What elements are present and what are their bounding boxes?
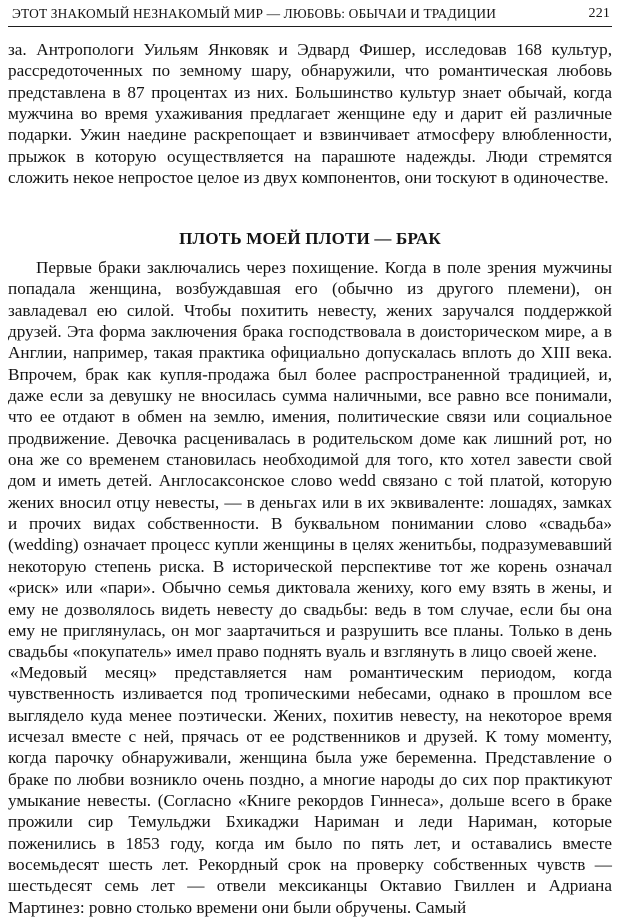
book-page — [8, 0, 612, 917]
running-title: ЭТОТ ЗНАКОМЫЙ НЕЗНАКОМЫЙ МИР — ЛЮБОВЬ: ОБЫЧАИ И ТРАДИЦИИ — [12, 6, 497, 21]
running-header — [8, 4, 612, 27]
page-number: 221 — [588, 6, 610, 21]
body-paragraph-1: за. Антропологи Уильям Янковяк и Эдвард Фишер, исследовав 168 культур, рассредоточенных по земному шару, обнаружили, что романтическая любовь представлена в 87 процентах из них. Большинство культур знает обычай, когда мужчина во время ухаживания предлагает женщине еду и дарит ей различные подарки. Ужин наедине раскрепощает и взвинчивает атмосферу влюбленности, прыжок в которую осуществляется на парашюте надежды. Люди стремятся сложить некое непростое целое из двух компонентов, они тоскуют в одиночестве. — [8, 40, 612, 188]
body-paragraph-3: «Медовый месяц» представляется нам романтическим периодом, когда чувственность изливается под тропическими небесами, однако в прошлом все выглядело куда менее поэтически. Жених, похитив невесту, на некоторое время исчезал вместе с ней, прячась от ее родственников и друзей. К тому моменту, когда парочку обнаруживали, женщина была уже беременна. Представление о браке по любви возникло очень поздно, а многие народы до сих пор практикуют умыкание невесты. (Согласно «Книге рекордов Гиннеса», дольше всего в браке прожили сир Темульджи Бхикаджи Нариман и леди Нариман, которые поженились в 1853 году, когда им было по пять лет, и оставались вместе восемьдесят шесть лет. Рекордный срок на проверку собственных чувств — шестьдесят семь лет — отвели мексиканцы Октавио Гвиллен и Адриана Мартинез: ровно столько времени они были обручены. Самый — [8, 663, 612, 917]
section-heading: ПЛОТЬ МОЕЙ ПЛОТИ — БРАК — [179, 229, 441, 248]
body-paragraph-2: Первые браки заключались через похищение. Когда в поле зрения мужчины попадала женщина, возбуждавшая его (обычно из другого племени), он завладевал ею силой. Чтобы похитить невесту, жених заручался поддержкой друзей. Эта форма заключения брака господствовала в доисторическом мире, а в Англии, например, такая практика официально допускалась вплоть до XIII века. Впрочем, брак как купля-продажа был более распространенной традицией, и, даже если за девушку не вносилась сумма наличными, все равно все понимали, что ее отдают в обмен на землю, имения, политические связи или социальное продвижение. Девочка расценивалась в родительском доме как лишний рот, но она же со временем становилась необходимой для того, кто хотел завести свой дом и иметь детей. Англосаксонское слово wedd связано с той платой, которую жених вносил отцу невесты, — в деньгах или в их эквиваленте: лошадях, замках и прочих видах собственности. В буквальном понимании слово «свадьба» (wedding) означает процесс купли женщины в целях женитьбы, подразумевавший некоторую степень риска. В исторической перспективе тот же корень означал «риск» или «пари». Обычно семья диктовала жениху, кого ему взять в жены, и ему не дозволялось видеть невесту до свадьбы: ведь в том случае, если бы она ему не приглянулась, он мог заартачиться и разрушить все планы. Только в день свадьбы «покупатель» имел право поднять вуаль и взглянуть в лицо своей жене. — [8, 258, 612, 662]
